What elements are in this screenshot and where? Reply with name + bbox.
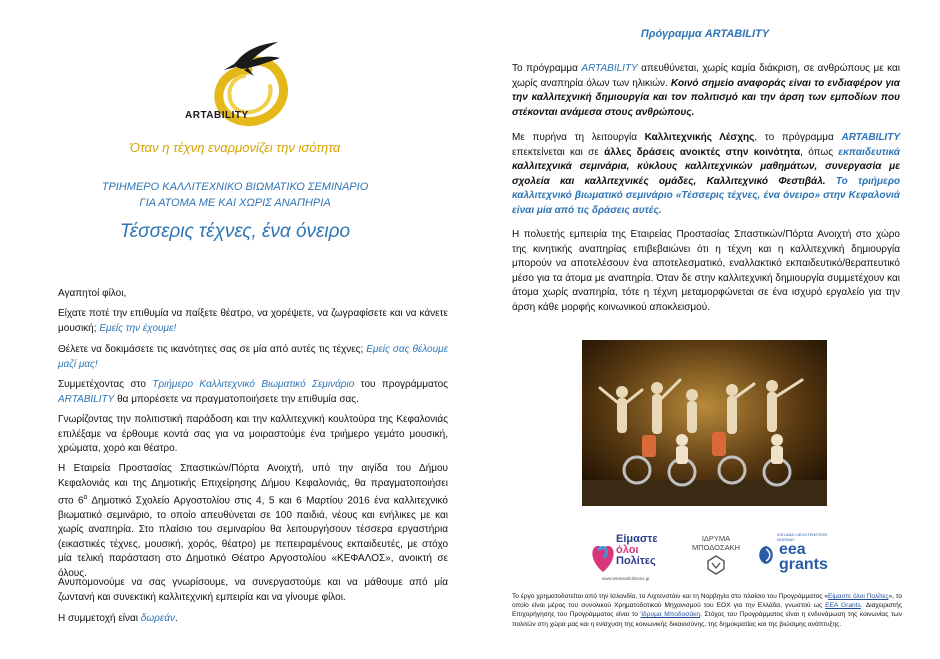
right-page [470,0,940,659]
bodossaki-emblem-icon [707,555,725,575]
foot-text-b: », το οποίο είναι μέρος του συνολικού Χρηματοδοτικού Μηχανισμού του ΕΟΧ για την Ελλάδα, γνωστού ως [512,593,902,610]
foot-text-c: . Διαχειριστής Επιχορήγησης του Προγράμματος είναι το [512,602,903,619]
p5-text-b: Δημοτικό Σχολείο Αργοστολίου στις 4, 5 και 6 Μαρτίου 2016 ένα καλλιτεχνικό βιωματικό σεμινάριο, το οποίο απευθύνεται σε 100 παιδιά, νέους και ενήλικες με και χωρίς αναπηρία. Στο πλαίσιο του σεμιναρίου θα λειτουργήσουν τέσσερα εργαστήρια (εικαστικές τέχνες, μουσική, χορός, θέατρο) με πεπειραμένους εκπαιδευτές, με στόχο μία τελική παράσταση στο Δημοτικό Θέατρο Αργοστολίου «ΚΕΦΑΛΟΣ», ανοικτή σε όλους. [58,495,448,579]
eea-line2: grants [779,556,828,573]
r1-text-b: απευθύνεται, χωρίς καμία διάκριση, σε ανθρώπους με και χωρίς αναπηρία όλων των ηλικιών. [512,63,900,89]
eea-grants-logo [755,530,830,585]
citizens-logo-line3: Πολίτες [616,555,656,567]
r2-bold-club: Καλλιτεχνικής Λέσχης [644,132,755,143]
p3-text-c: θα μπορέσετε να πραγματοποιήσετε την επιθυμία σας. [114,393,359,405]
p3-text-b: του προγράμματος [354,379,449,390]
p5-superscript: ο [83,494,88,501]
bodossaki-line1: ΙΔΡΥΜΑ [701,534,731,543]
r1-accent: ARTABILITY [581,63,638,74]
p7-accent-free: δωρεάν [140,613,175,624]
artability-logo [178,30,298,140]
greeting: Αγαπητοί φίλοι, [58,288,127,299]
bodossaki-logo [686,530,746,585]
paragraph-4: Γνωρίζοντας την πολιτιστική παράδοση και την καλλιτεχνική κουλτούρα της Κεφαλονιάς επιλέξαμε να έρθουμε κοντά σας για να μοιραστούμε ένα τριήμερο γεμάτο μουσική, χρώματα, χορό και θέατρο. [58,414,448,454]
document-title: Τέσσερις τέχνες, ένα όνειρο [119,221,351,242]
foot-text-a: Το έργο χρηματοδοτείται από την Ισλανδία, τo Λιχτενστάιν και τη Νορβηγία στο πλαίσιο του Προγράμματος « [512,593,828,600]
paragraph-3 [58,378,448,407]
eea-line1: eea [779,541,806,558]
p2-text: Θέλετε να δοκιμάσετε τις ικανότητες σας σε μία από αυτές τις τέχνες; [58,344,367,355]
logo-wordmark: ARTABILITY [185,110,249,121]
eea-grants-link[interactable]: EEA Grants [825,602,861,610]
bird-swirl-icon [178,30,298,140]
r1-text-a: Το πρόγραμμα [512,63,582,74]
right-paragraph-3: Η πολυετής εμπειρία της Εταιρείας Προστασίας Σπαστικών/Πόρτα Ανοιχτή στο χώρο της κινητικής αναπηρίας επιβεβαιώνει ότι η τέχνη και η καλλιτεχνική δημιουργία μπορούν να αποτελέσουν ένα αποτελεσματικό, εναλλακτικό εκπαιδευτικό/θεραπευτικό μέσο για τα άτομα με αναπηρία. Όταν δε στην καλλιτεχνική δημιουργία συμμετέχουν και άτομα χωρίς αναπηρία, τότε η τέχνη μεταμορφώνεται σε ένα ισχυρό εργαλείο για την άρση κάθε μορφής κοινωνικού αποκλεισμού. [512,229,900,313]
eea-leaf-icon [755,544,777,566]
p7-text: Η συμμετοχή είναι [58,613,141,624]
citizens-logo-url: www.weareallcitizens.gr [602,576,650,581]
citizens-logo-line1: Είμαστε [616,533,658,545]
paragraph-2 [58,343,448,372]
right-paragraph-1 [512,62,900,120]
paragraph-6: Ανυπομονούμε να σας γνωρίσουμε, να συνεργαστούμε και να μάθουμε από μία ζωντανή και συνεκτική καλλιτεχνική εμπειρία και να γίνουμε φίλοι. [58,577,448,603]
p1-accent: Εμείς την έχουμε! [99,322,177,334]
p5-text-a: Η Εταιρεία Προστασίας Σπαστικών/Πόρτα Ανοιχτή, υπό την αιγίδα του Δήμου Κεφαλονιάς και της Δημοτικής Επιχείρησης Δήμου Κεφαλονιάς, θα πραγματοποιήσει στο 6 [58,463,448,507]
seminar-subtitle-line2: ΓΙΑ ΑΤΟΜΑ ΜΕ ΚΑΙ ΧΩΡΙΣ ΑΝΑΠΗΡΙΑ [139,197,331,209]
tagline: Όταν η τέχνη εναρμονίζει την ισότητα [129,140,341,155]
p1-text: Είχατε ποτέ την επιθυμία να παίξετε θέατρο, να χορέψετε, να ζωγραφίσετε και να κάνετε μουσική; [58,308,448,334]
p3-accent-seminar: Τριήμερο Καλλιτεχνικό Βιωματικό Σεμινάριο [152,379,355,390]
citizens-program-link[interactable]: Είμαστε όλοι Πολίτες [828,593,889,600]
sponsor-logos [590,530,830,585]
r2-accent-seminar: Το τριήμερο καλλιτεχνικό βιωματικό σεμινάριο «Τέσσερις τέχνες, ένα όνειρο» στην Κεφαλονιά είναι μία από τις δράσεις αυτές. [512,175,900,216]
r2-bold-italic: καλλιτεχνικά σεμινάρια, κύκλους καλλιτεχνικών μαθημάτων, συνεργασία με σχολεία και καλλιτεχνικές ομάδες, Καλλιτεχνικό Φεστιβάλ. [512,161,900,187]
citizens-logo [590,530,680,585]
r2-text-b: , το πρόγραμμα [754,132,842,143]
performance-photo [582,340,827,506]
eea-countries: ICELAND LIECHTENSTEIN NORWAY [777,532,828,542]
p3-text-a: Συμμετέχοντας στο [58,379,153,390]
citizens-logo-line2: όλοι [616,544,639,556]
r2-accent: ARTABILITY [841,132,900,143]
foot-text-d: . Στόχος του Προγράμματος είναι η ενδυνάμωση της κοινωνίας των πολιτών στη χώρα μας και η ενίσχυση της κοινωνικής δικαιοσύνης, της δημοκρατίας και της βιώσιμης ανάπτυξης. [512,611,902,628]
r2-bold-actions: άλλες δράσεις ανοικτές στην κοινότητα [604,146,801,158]
bodossaki-link[interactable]: Ίδρυμα Μποδοσάκη [640,611,701,619]
paragraph-7 [58,612,448,627]
p7-end: . [174,613,178,624]
bodossaki-line2: ΜΠΟΔΟΣΑΚΗ [691,543,741,552]
r2-text-c: επεκτείνεται και σε [512,146,605,158]
p3-accent-artability: ARTABILITY [58,393,115,405]
funding-footnote [512,592,902,629]
p2-accent: Εμείς σας θέλουμε μαζί μας! [58,344,448,370]
r2-accent-educational: εκπαιδευτικά [838,146,900,158]
paragraph-1 [58,307,448,336]
paragraph-5 [58,462,448,581]
heart-swirl-icon [590,536,616,576]
r1-bold-italic: Κοινό σημείο αναφοράς είναι το ενδιαφέρον για την καλλιτεχνική δημιουργία και τον πολιτισμό και την άρση των εμποδίων που στέκονται ανάμεσα στους ανθρώπους. [512,77,900,118]
seminar-subtitle-line1: ΤΡΙΗΜΕΡΟ ΚΑΛΛΙΤΕΧΝΙΚΟ ΒΙΩΜΑΤΙΚΟ ΣΕΜΙΝΑΡΙΟ [101,181,369,193]
program-heading: Πρόγραμμα ARTABILITY [640,28,770,40]
r2-text-a: Με πυρήνα τη λειτουργία [512,132,645,143]
right-paragraph-2 [512,131,900,218]
dancers-image-icon [582,340,827,506]
r2-text-d: , όπως [800,146,839,158]
